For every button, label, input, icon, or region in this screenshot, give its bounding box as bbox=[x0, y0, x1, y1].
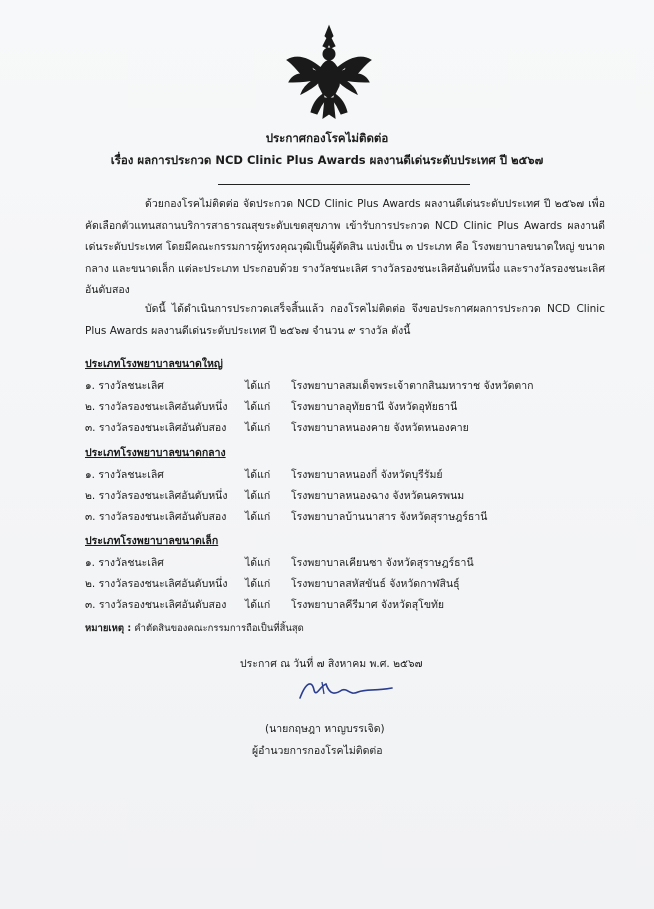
award-hospital: โรงพยาบาลเคียนซา จังหวัดสุราษฎร์ธานี bbox=[291, 557, 474, 569]
award-row bbox=[85, 466, 605, 486]
award-row bbox=[85, 596, 605, 616]
award-rank: ๒. รางวัลรองชนะเลิศอันดับหนึ่ง bbox=[85, 490, 228, 502]
body-paragraph-2: บัดนี้ ได้ดำเนินการประกวดเสร็จสิ้นแล้ว กองโรคไม่ติดต่อ จึงขอประกาศผลการประกวด NCD Clinic Plus Awards ผลงานดีเด่นระดับประเทศ ปี ๒๕๖๗ จำนวน ๙ รางวัล ดังนี้ bbox=[85, 303, 605, 337]
award-row bbox=[85, 487, 605, 507]
category-heading-large: ประเภทโรงพยาบาลขนาดใหญ่ bbox=[85, 358, 223, 370]
body-paragraph-1: ด้วยกองโรคไม่ติดต่อ จัดประกวด NCD Clinic Plus Awards ผลงานดีเด่นระดับประเทศ ปี ๒๕๖๗ เพื่อคัดเลือกตัวแทนสถานบริการสาธารณสุขระดับเขตสุขภาพ เข้ารับการประกวด NCD Clinic Plus Awards ผลงานดีเด่นระดับประเทศ โดยมีคณะกรรมการผู้ทรงคุณวุฒิเป็นผู้ตัดสิน แบ่งเป็น ๓ ประเภท คือ โรงพยาบาลขนาดใหญ่ ขนาดกลาง และขนาดเล็ก แต่ละประเภท ประกอบด้วย รางวัลชนะเลิศ รางวัลรองชนะเลิศอันดับหนึ่ง และรางวัลรองชนะเลิศอันดับสอง bbox=[85, 198, 605, 296]
award-row bbox=[85, 575, 605, 595]
award-given-to: ได้แก่ bbox=[245, 599, 271, 611]
garuda-emblem-icon bbox=[283, 24, 375, 120]
award-rank: ๑. รางวัลชนะเลิศ bbox=[85, 380, 164, 392]
award-given-to: ได้แก่ bbox=[245, 511, 271, 523]
award-hospital: โรงพยาบาลอุทัยธานี จังหวัดอุทัยธานี bbox=[291, 401, 458, 413]
signatory-name: (นายกฤษฎา หาญบรรเจิด) bbox=[265, 723, 385, 735]
award-row bbox=[85, 508, 605, 528]
award-given-to: ได้แก่ bbox=[245, 380, 271, 392]
award-hospital: โรงพยาบาลคีรีมาศ จังหวัดสุโขทัย bbox=[291, 599, 445, 611]
remark-text: คำตัดสินของคณะกรรมการถือเป็นที่สิ้นสุด bbox=[134, 623, 304, 634]
award-row bbox=[85, 554, 605, 574]
category-heading-small: ประเภทโรงพยาบาลขนาดเล็ก bbox=[85, 535, 219, 547]
award-rank: ๑. รางวัลชนะเลิศ bbox=[85, 557, 164, 569]
award-given-to: ได้แก่ bbox=[245, 490, 271, 502]
award-row bbox=[85, 377, 605, 397]
award-hospital: โรงพยาบาลสหัสขันธ์ จังหวัดกาฬสินธุ์ bbox=[291, 578, 460, 590]
award-hospital: โรงพยาบาลสมเด็จพระเจ้าตากสินมหาราช จังหวัดตาก bbox=[291, 380, 534, 392]
award-given-to: ได้แก่ bbox=[245, 578, 271, 590]
award-given-to: ได้แก่ bbox=[245, 469, 271, 481]
award-rank: ๓. รางวัลรองชนะเลิศอันดับสอง bbox=[85, 511, 227, 523]
remark bbox=[85, 621, 304, 636]
award-rank: ๒. รางวัลรองชนะเลิศอันดับหนึ่ง bbox=[85, 401, 228, 413]
announcement-title: ประกาศกองโรคไม่ติดต่อ bbox=[265, 131, 389, 145]
award-rank: ๑. รางวัลชนะเลิศ bbox=[85, 469, 164, 481]
award-row bbox=[85, 398, 605, 418]
signatory-position: ผู้อำนวยการกองโรคไม่ติดต่อ bbox=[252, 745, 383, 757]
handwritten-signature bbox=[292, 676, 402, 706]
award-rank: ๓. รางวัลรองชนะเลิศอันดับสอง bbox=[85, 422, 227, 434]
remark-label: หมายเหตุ : bbox=[85, 623, 132, 634]
announcement-date: ประกาศ ณ วันที่ ๗ สิงหาคม พ.ศ. ๒๕๖๗ bbox=[240, 658, 423, 670]
award-hospital: โรงพยาบาลบ้านนาสาร จังหวัดสุราษฎร์ธานี bbox=[291, 511, 488, 523]
award-hospital: โรงพยาบาลหนองคาย จังหวัดหนองคาย bbox=[291, 422, 469, 434]
award-hospital: โรงพยาบาลหนองฉาง จังหวัดนครพนม bbox=[291, 490, 465, 502]
award-given-to: ได้แก่ bbox=[245, 422, 271, 434]
award-rank: ๒. รางวัลรองชนะเลิศอันดับหนึ่ง bbox=[85, 578, 228, 590]
award-given-to: ได้แก่ bbox=[245, 401, 271, 413]
award-row bbox=[85, 419, 605, 439]
announcement-subject: เรื่อง ผลการประกวด NCD Clinic Plus Awards ผลงานดีเด่นระดับประเทศ ปี ๒๕๖๗ bbox=[110, 153, 544, 167]
award-rank: ๓. รางวัลรองชนะเลิศอันดับสอง bbox=[85, 599, 227, 611]
award-given-to: ได้แก่ bbox=[245, 557, 271, 569]
award-hospital: โรงพยาบาลหนองกี่ จังหวัดบุรีรัมย์ bbox=[291, 469, 443, 481]
category-heading-medium: ประเภทโรงพยาบาลขนาดกลาง bbox=[85, 447, 226, 459]
title-divider bbox=[218, 184, 470, 185]
